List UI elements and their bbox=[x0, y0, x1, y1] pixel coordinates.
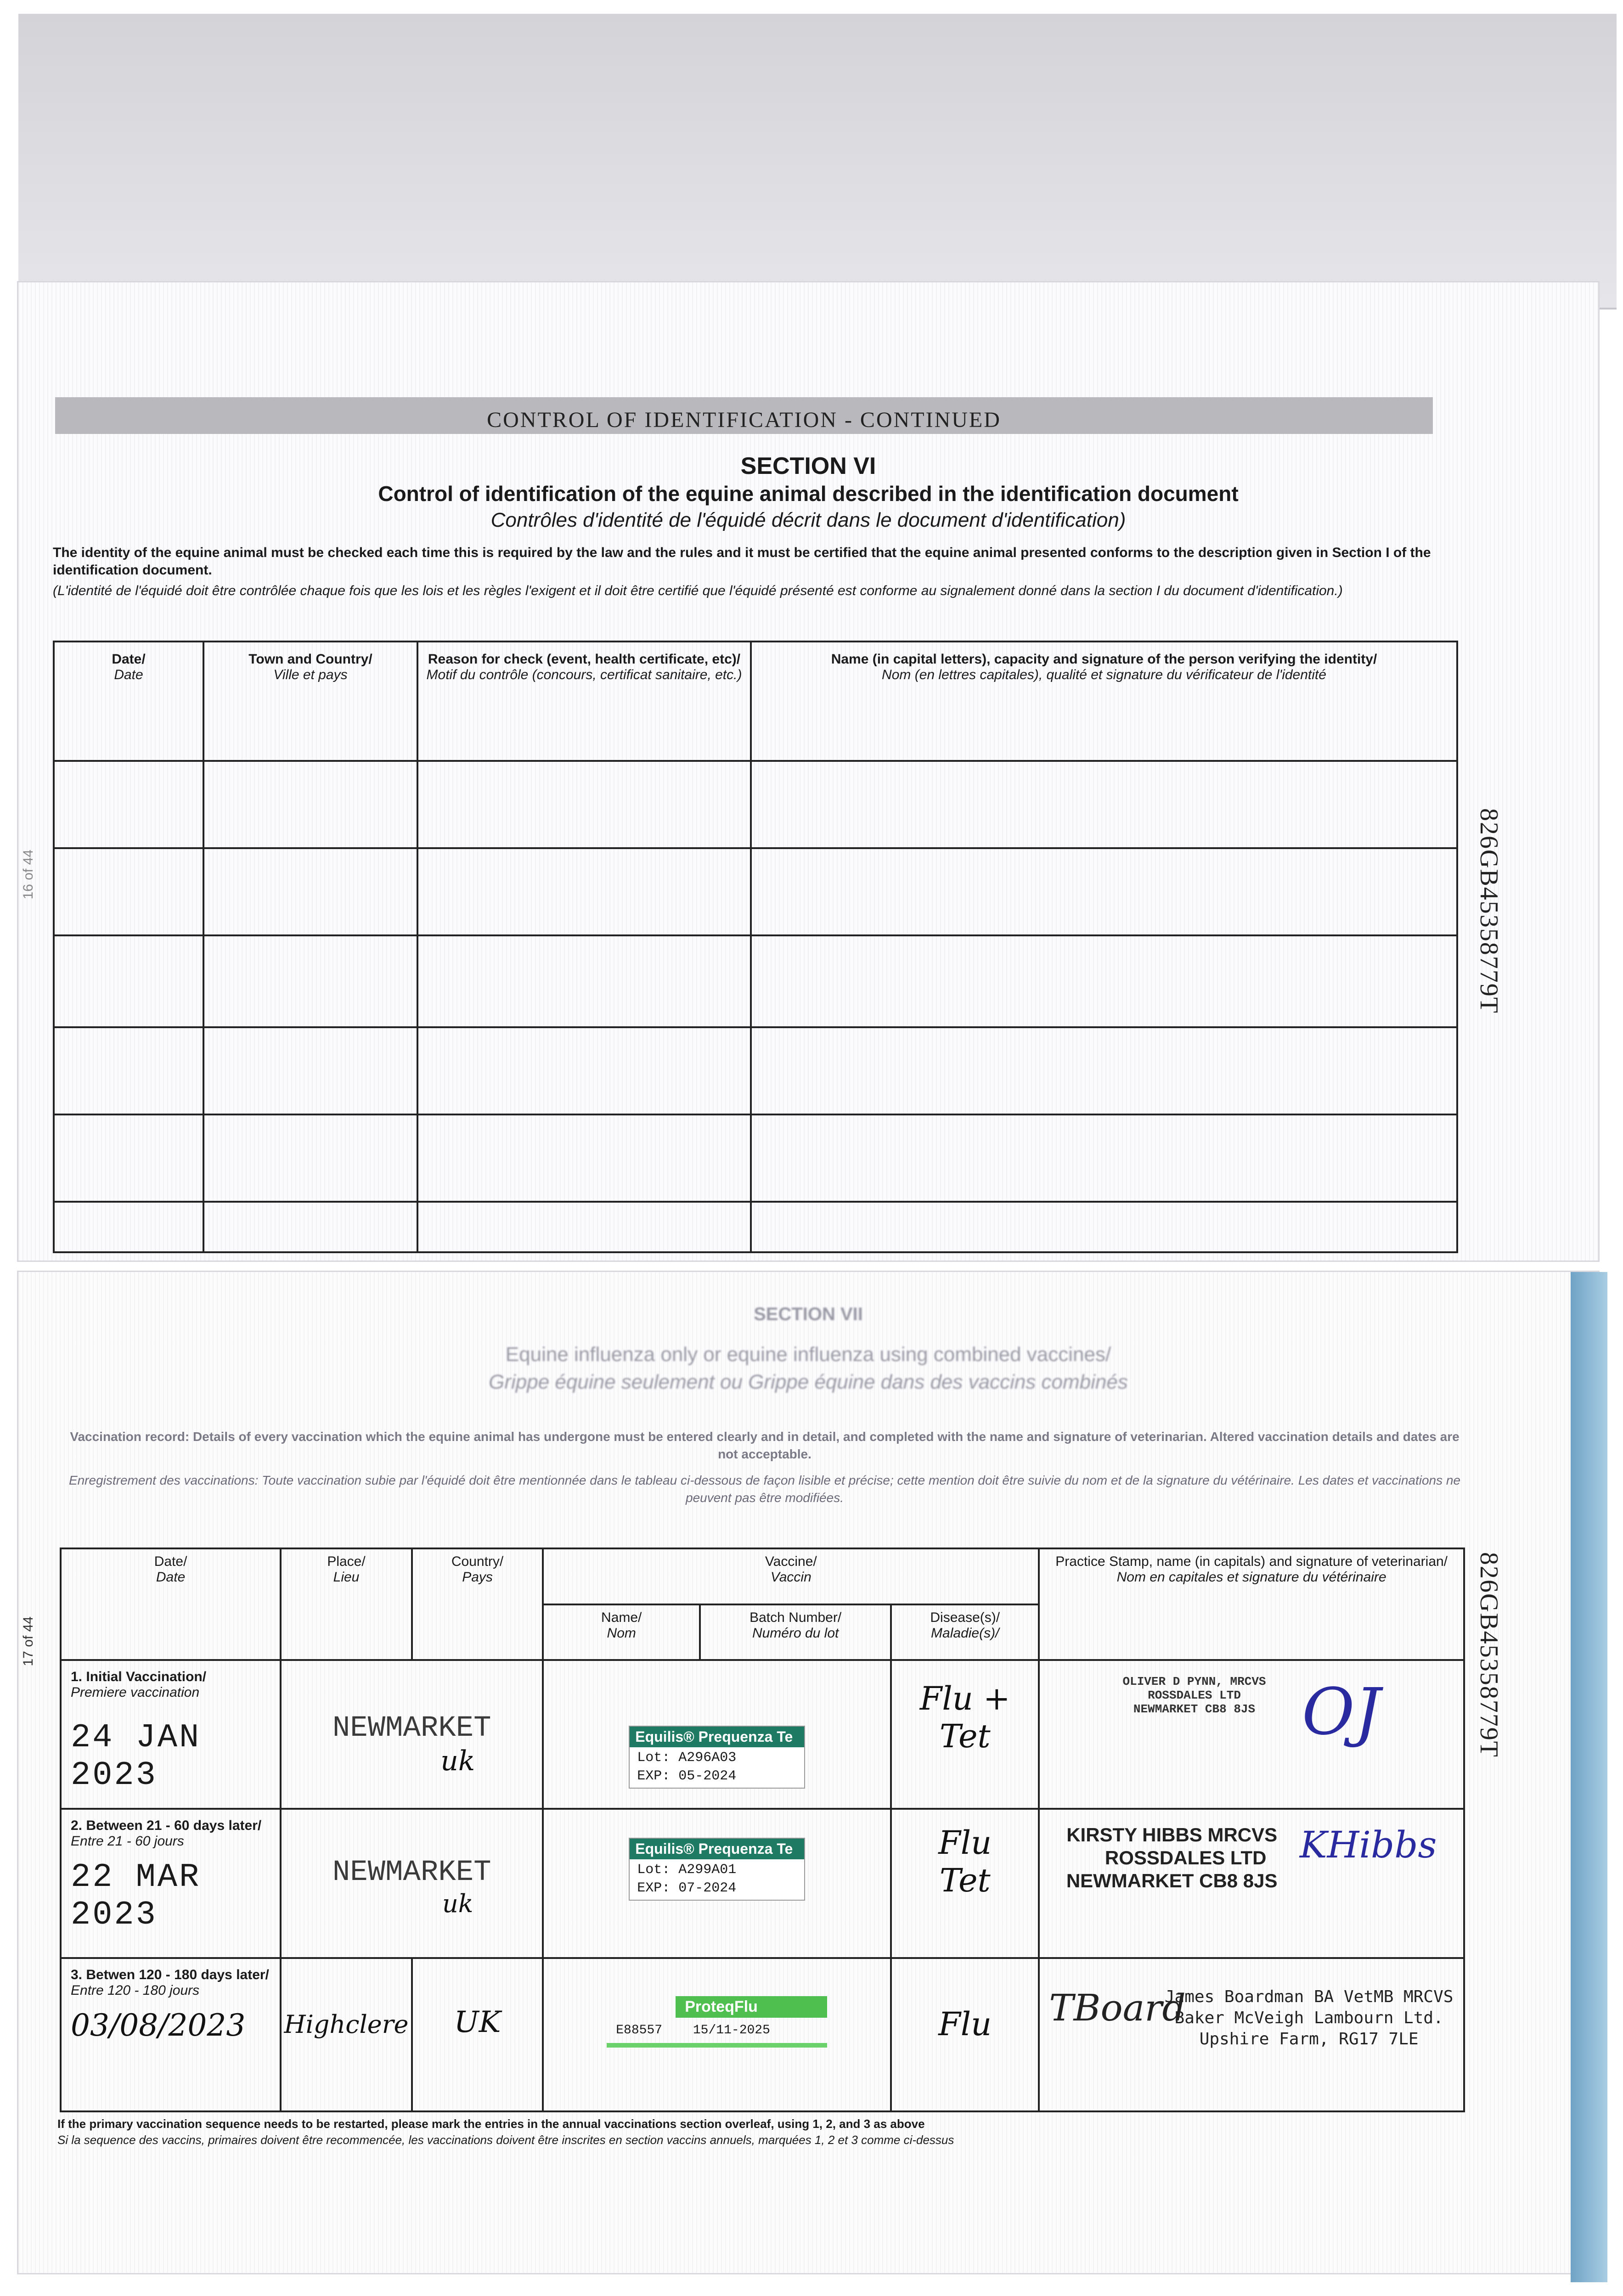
country-handwritten: uk bbox=[440, 1745, 475, 1778]
col-vet: Practice Stamp, name (in capitals) and signature of veterinarian/ Nom en capitales et signature du vétérinaire bbox=[1039, 1548, 1464, 1660]
table-row bbox=[54, 848, 1457, 935]
section-vii-title-en: Equine influenza only or equine influenza using combined vaccines/ bbox=[505, 1343, 1111, 1366]
vaccination-record-en: Vaccination record: Details of every vaccination which the equine animal has undergone must be entered clearly and in detail, and completed with the name and signature of veterinarian. Altered vaccination details and dates are not acceptable. bbox=[70, 1429, 1460, 1461]
footnote-en: If the primary vaccination sequence needs to be restarted, please mark the entries in the annual vaccinations section overleaf, using 1, 2, and 3 as above bbox=[57, 2117, 925, 2131]
vet-signature: TBoard bbox=[1049, 1986, 1186, 2029]
section-banner: CONTROL OF IDENTIFICATION - CONTINUED bbox=[55, 397, 1433, 434]
col-place: Place/ Lieu bbox=[281, 1548, 412, 1660]
row-vaccine bbox=[543, 1958, 891, 2111]
vaccine-label: ProteqFlu E88557 15/11-2025 bbox=[607, 1996, 827, 2048]
col-batch: Batch Number/ Numéro du lot bbox=[700, 1604, 891, 1660]
passport-serial-top: 826GB45358779T bbox=[1475, 808, 1503, 1014]
col-date: Date/ Date bbox=[61, 1548, 281, 1660]
table-row bbox=[54, 935, 1457, 1027]
col-verifier: Name (in capital letters), capacity and signature of the person verifying the identity/ Nom (en lettres capitales), qualité et signature du vérificateur de l'identité bbox=[751, 642, 1457, 761]
cover-edge bbox=[1571, 1272, 1607, 2282]
vet-signature: OJ bbox=[1302, 1675, 1381, 1750]
row-disease: Flu + Tet bbox=[891, 1660, 1039, 1809]
row-date: 3. Betwen 120 - 180 days later/ Entre 120 - 180 jours 03/08/2023 bbox=[61, 1958, 281, 2111]
section-vi-title-en: Control of identification of the equine animal described in the identification document bbox=[378, 482, 1239, 506]
row-place-country bbox=[281, 1660, 543, 1809]
place-handwritten: Highclere bbox=[284, 2009, 409, 2039]
row-date: 2. Between 21 - 60 days later/ Entre 21 - 60 jours 22 MAR 2023 bbox=[61, 1809, 281, 1958]
page-number-16: 16 of 44 bbox=[21, 850, 36, 900]
section-vi-intro-en: The identity of the equine animal must be checked each time this is required by the law and the rules and it must be certified that the equine animal presented conforms to the description given in Section I of the identification document. bbox=[53, 545, 1431, 578]
vaccine-label: Equilis® Prequenza Te Lot: A296A03 EXP: 05-2024 bbox=[629, 1726, 805, 1789]
footnote-fr: Si la sequence des vaccins, primaires doivent être recommencée, les vaccinations doivent être inscrites en section vaccins annuels, marquées 1, 2 et 3 comme ci-dessus bbox=[57, 2133, 954, 2147]
table-row bbox=[54, 761, 1457, 848]
vaccination-record-fr: Enregistrement des vaccinations: Toute vaccination subie par l'équidé doit être mentionnée dans le tableau ci-dessous de façon lisible et précise; cette mention doit être suivie du nom et de la signature du vétérinaire. Les dates et vaccinations ne peuvent pas être modifiées. bbox=[68, 1473, 1461, 1505]
col-date: Date/ Date bbox=[54, 642, 203, 761]
section-vi-title-fr: Contrôles d'identité de l'équidé décrit dans le document d'identification) bbox=[490, 509, 1126, 531]
table-row bbox=[54, 1027, 1457, 1114]
vaccination-table bbox=[60, 1548, 1465, 2112]
section-vii-heading: SECTION VII bbox=[754, 1304, 863, 1324]
col-vaccine-name: Name/ Nom bbox=[543, 1604, 700, 1660]
vaccination-row-2 bbox=[61, 1809, 1464, 1958]
row-vaccine bbox=[543, 1660, 891, 1809]
date-stamp: 24 JAN 2023 bbox=[71, 1719, 201, 1795]
row-country bbox=[412, 1958, 543, 2111]
vet-stamp: OLIVER D PYNN, MRCVS ROSSDALES LTD NEWMARKET CB8 8JS OJ bbox=[1039, 1660, 1464, 1809]
col-country: Country/ Pays bbox=[412, 1548, 543, 1660]
section-vi-intro-fr: (L'identité de l'équidé doit être contrôlée chaque fois que les lois et les règles l'exigent et il doit être certifié que l'équidé présenté est conforme au signalement donné dans la section I du document d'identification.) bbox=[53, 583, 1343, 598]
table-row bbox=[54, 1202, 1457, 1252]
place-stamp: NEWMARKET bbox=[332, 1856, 491, 1890]
section-vi-heading: SECTION VI bbox=[740, 453, 876, 479]
vaccination-row-3 bbox=[61, 1958, 1464, 2111]
date-handwritten: 03/08/2023 bbox=[71, 2007, 246, 2043]
vaccination-row-1 bbox=[61, 1660, 1464, 1809]
page-number-17: 17 of 44 bbox=[21, 1616, 36, 1666]
row-disease: Flu Tet bbox=[891, 1809, 1039, 1958]
scanner-background bbox=[18, 14, 1617, 310]
row-vaccine bbox=[543, 1809, 891, 1958]
section-vii-title-fr: Grippe équine seulement ou Grippe équine dans des vaccins combinés bbox=[489, 1371, 1128, 1393]
date-stamp: 22 MAR 2023 bbox=[71, 1858, 201, 1934]
country-handwritten: uk bbox=[442, 1889, 473, 1919]
place-stamp: NEWMARKET bbox=[332, 1712, 491, 1745]
col-town-country: Town and Country/ Ville et pays bbox=[203, 642, 417, 761]
row-disease: Flu bbox=[891, 1958, 1039, 2111]
row-place-country bbox=[281, 1809, 543, 1958]
identity-check-table bbox=[53, 641, 1458, 1253]
col-vaccine: Vaccine/ Vaccin bbox=[543, 1548, 1039, 1604]
country-handwritten: UK bbox=[454, 2005, 501, 2039]
vaccine-label: Equilis® Prequenza Te Lot: A299A01 EXP: 07-2024 bbox=[629, 1838, 805, 1901]
vet-stamp: TBoard James Boardman BA VetMB MRCVS Baker McVeigh Lambourn Ltd. Upshire Farm, RG17 7LE bbox=[1039, 1958, 1464, 2111]
vet-stamp: KIRSTY HIBBS MRCVS ROSSDALES LTD NEWMARKET CB8 8JS KHibbs bbox=[1039, 1809, 1464, 1958]
col-reason: Reason for check (event, health certificate, etc)/ Motif du contrôle (concours, certificat sanitaire, etc.) bbox=[417, 642, 751, 761]
row-date: 1. Initial Vaccination/ Premiere vaccination 24 JAN 2023 bbox=[61, 1660, 281, 1809]
table-row bbox=[54, 1114, 1457, 1202]
passport-serial-bottom: 826GB45358779T bbox=[1475, 1552, 1503, 1758]
col-disease: Disease(s)/ Maladie(s)/ bbox=[891, 1604, 1039, 1660]
vet-signature: KHibbs bbox=[1299, 1823, 1437, 1867]
row-place bbox=[281, 1958, 412, 2111]
